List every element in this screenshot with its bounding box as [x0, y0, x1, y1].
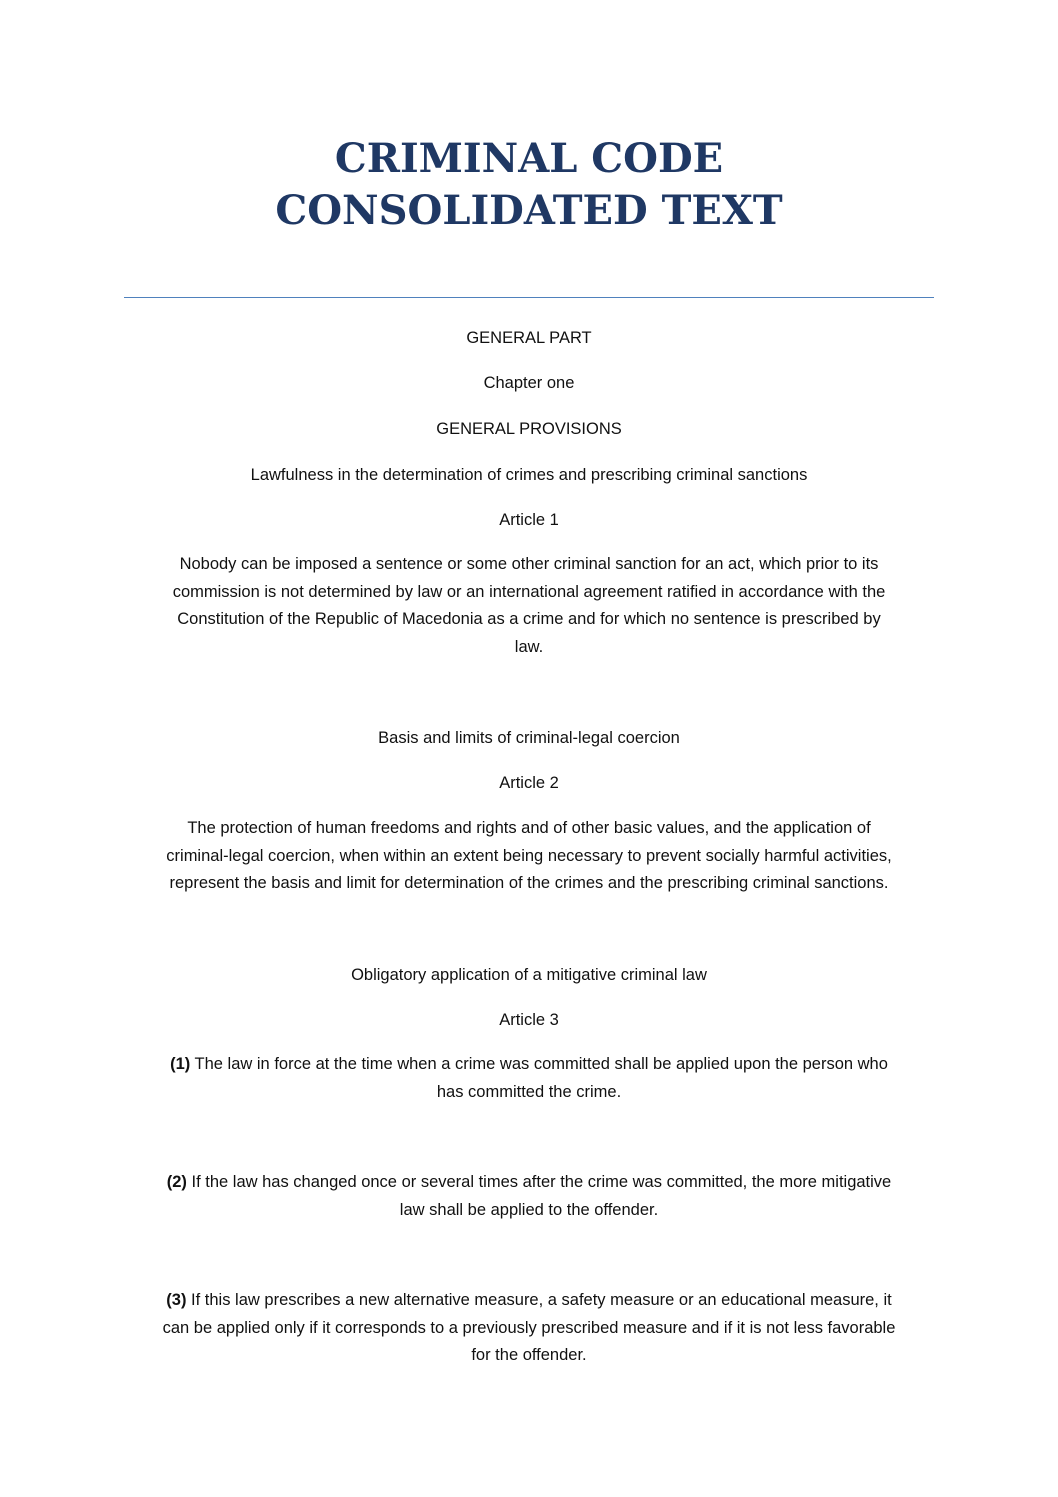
paragraph-number: (1): [170, 1055, 191, 1073]
article-2-heading: Basis and limits of criminal-legal coercion: [378, 729, 680, 747]
paragraph-line: can be applied only if it corresponds to a previously prescribed measure and if it is not less favorable: [162, 1318, 896, 1337]
article-1-heading: Lawfulness in the determination of crimes and prescribing criminal sanctions: [250, 466, 808, 484]
paragraph-line: for the offender.: [471, 1346, 587, 1364]
article-1-line: Nobody can be imposed a sentence or some other criminal sanction for an act, which prior to its: [179, 555, 879, 573]
article-3-paragraph-1: [110, 1051, 948, 1106]
chapter-title: GENERAL PROVISIONS: [436, 420, 622, 438]
paragraph-text: The law in force at the time when a crime was committed shall be applied upon the person who: [190, 1055, 888, 1073]
title-divider: [124, 297, 934, 298]
paragraph-line: has committed the crime.: [436, 1082, 622, 1101]
article-2-line: The protection of human freedoms and rights and of other basic values, and the application of: [187, 819, 871, 837]
article-3-heading: Obligatory application of a mitigative criminal law: [351, 966, 707, 984]
article-3-label: Article 3: [499, 1011, 559, 1029]
document-title-line2: CONSOLIDATED TEXT: [275, 187, 783, 234]
article-2-text: [110, 815, 948, 898]
document-title-line1: CRIMINAL CODE: [334, 135, 724, 182]
paragraph-text: If the law has changed once or several times after the crime was committed, the more mitigative: [186, 1173, 892, 1191]
part-heading: GENERAL PART: [466, 329, 592, 347]
paragraph-line: [110, 1287, 948, 1315]
paragraph-number: (2): [166, 1173, 187, 1191]
article-1-line: law.: [514, 637, 544, 656]
paragraph-number: (3): [166, 1291, 187, 1309]
article-1-line: Constitution of the Republic of Macedonia as a crime and for which no sentence is prescribed by: [177, 610, 881, 628]
paragraph-line: [110, 1051, 948, 1079]
article-2-line: represent the basis and limit for determination of the crimes and the prescribing criminal sanctions.: [169, 874, 889, 892]
article-1-label: Article 1: [499, 511, 559, 529]
article-1-text: [110, 551, 948, 661]
paragraph-line: law shall be applied to the offender.: [399, 1200, 659, 1219]
article-1-line: commission is not determined by law or an international agreement ratified in accordance with the: [172, 582, 886, 601]
article-3-paragraph-2: [110, 1169, 948, 1224]
article-3-paragraph-3: [110, 1287, 948, 1370]
paragraph-line: [110, 1169, 948, 1197]
chapter-label: Chapter one: [483, 374, 575, 392]
paragraph-text: If this law prescribes a new alternative measure, a safety measure or an educational measure, it: [186, 1291, 892, 1309]
article-2-label: Article 2: [499, 774, 559, 792]
article-2-line: criminal-legal coercion, when within an extent being necessary to prevent socially harmful activities,: [166, 846, 892, 865]
